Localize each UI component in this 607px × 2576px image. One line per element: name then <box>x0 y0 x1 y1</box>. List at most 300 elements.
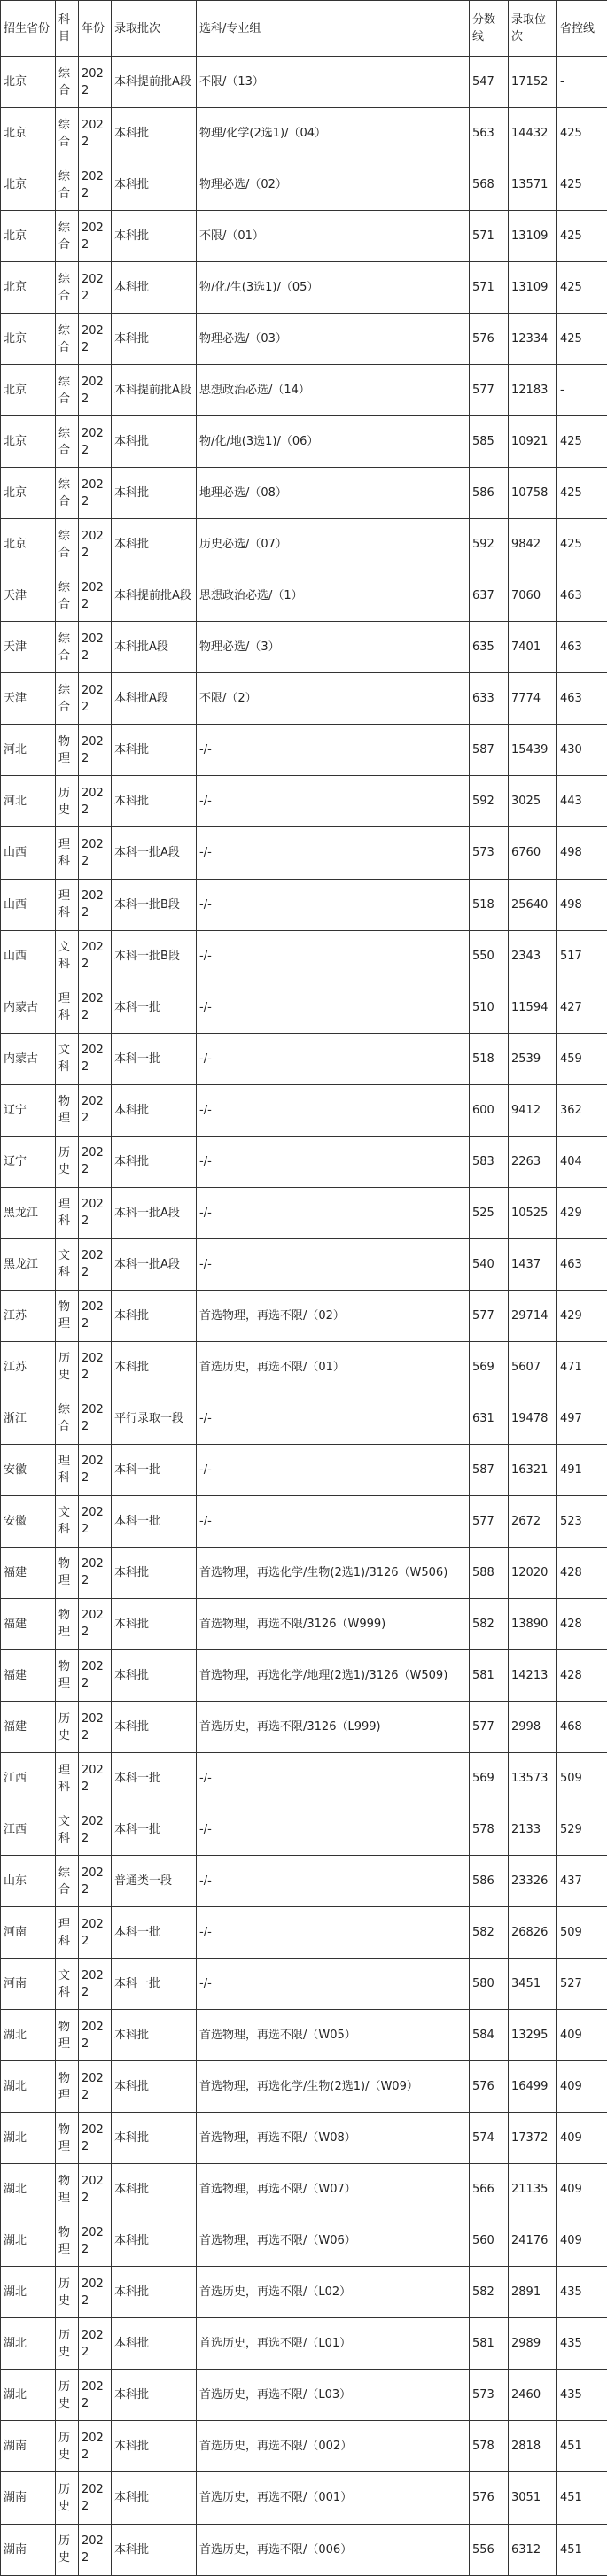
cell-subject: 物理 <box>56 1649 79 1701</box>
cell-score-line: 585 <box>470 416 509 468</box>
header-score-line: 分数线 <box>470 1 509 57</box>
cell-subject: 物理 <box>56 2061 79 2113</box>
cell-province: 福建 <box>1 1598 56 1649</box>
cell-rank: 2460 <box>509 2370 557 2421</box>
cell-batch: 本科批 <box>112 2010 197 2061</box>
table-row <box>1 314 607 365</box>
cell-control-line: - <box>557 365 607 416</box>
cell-province: 黑龙江 <box>1 1238 56 1290</box>
cell-subject-group: -/- <box>197 776 470 827</box>
cell-rank: 13571 <box>509 159 557 211</box>
cell-batch: 本科批 <box>112 2215 197 2267</box>
cell-year: 2022 <box>79 2524 112 2575</box>
cell-year: 2022 <box>79 365 112 416</box>
cell-rank: 17372 <box>509 2113 557 2164</box>
cell-control-line: 435 <box>557 2267 607 2318</box>
cell-rank: 10758 <box>509 468 557 519</box>
cell-rank: 2539 <box>509 1033 557 1084</box>
cell-rank: 2891 <box>509 2267 557 2318</box>
cell-subject: 物理 <box>56 1547 79 1598</box>
cell-province: 河北 <box>1 776 56 827</box>
header-province: 招生省份 <box>1 1 56 57</box>
cell-score-line: 587 <box>470 725 509 776</box>
cell-province: 湖北 <box>1 2267 56 2318</box>
cell-control-line: 404 <box>557 1136 607 1187</box>
cell-subject: 文科 <box>56 1238 79 1290</box>
cell-year: 2022 <box>79 827 112 879</box>
cell-year: 2022 <box>79 2370 112 2421</box>
cell-batch: 本科批 <box>112 2267 197 2318</box>
cell-batch: 本科批 <box>112 1290 197 1341</box>
cell-year: 2022 <box>79 2113 112 2164</box>
cell-subject-group: 物理必选/（3） <box>197 622 470 673</box>
cell-province: 安徽 <box>1 1444 56 1495</box>
cell-province: 江西 <box>1 1804 56 1856</box>
cell-subject: 综合 <box>56 365 79 416</box>
cell-rank: 14432 <box>509 108 557 159</box>
cell-score-line: 577 <box>470 1702 509 1753</box>
cell-control-line: 425 <box>557 159 607 211</box>
cell-year: 2022 <box>79 570 112 622</box>
cell-subject-group: 首选历史，再选不限/（01） <box>197 1341 470 1393</box>
cell-batch: 本科批 <box>112 1084 197 1136</box>
cell-score-line: 568 <box>470 159 509 211</box>
cell-batch: 本科批 <box>112 1136 197 1187</box>
cell-year: 2022 <box>79 776 112 827</box>
cell-province: 湖南 <box>1 2472 56 2524</box>
cell-subject: 综合 <box>56 468 79 519</box>
table-row <box>1 1238 607 1290</box>
cell-subject-group: -/- <box>197 1084 470 1136</box>
cell-rank: 9842 <box>509 519 557 570</box>
cell-year: 2022 <box>79 2318 112 2370</box>
cell-subject: 综合 <box>56 1393 79 1444</box>
cell-subject-group: 物理/化学(2选1)/（04） <box>197 108 470 159</box>
cell-control-line: 362 <box>557 1084 607 1136</box>
cell-subject: 理科 <box>56 982 79 1033</box>
cell-score-line: 600 <box>470 1084 509 1136</box>
cell-year: 2022 <box>79 1804 112 1856</box>
cell-province: 天津 <box>1 622 56 673</box>
cell-year: 2022 <box>79 159 112 211</box>
cell-province: 北京 <box>1 211 56 262</box>
cell-rank: 1437 <box>509 1238 557 1290</box>
header-subject-group: 选科/专业组 <box>197 1 470 57</box>
table-row <box>1 2524 607 2575</box>
cell-control-line: 409 <box>557 2010 607 2061</box>
cell-subject-group: 物理必选/（02） <box>197 159 470 211</box>
table-row <box>1 1033 607 1084</box>
cell-subject-group: -/- <box>197 1238 470 1290</box>
cell-year: 2022 <box>79 1702 112 1753</box>
cell-batch: 本科一批B段 <box>112 930 197 982</box>
cell-rank: 12334 <box>509 314 557 365</box>
cell-batch: 本科批 <box>112 725 197 776</box>
table-row <box>1 2267 607 2318</box>
cell-year: 2022 <box>79 1959 112 2010</box>
cell-rank: 17152 <box>509 57 557 108</box>
cell-control-line: 459 <box>557 1033 607 1084</box>
cell-score-line: 556 <box>470 2524 509 2575</box>
cell-score-line: 582 <box>470 1598 509 1649</box>
cell-batch: 本科批A段 <box>112 622 197 673</box>
cell-rank: 13109 <box>509 262 557 314</box>
cell-control-line: 523 <box>557 1495 607 1547</box>
cell-subject: 物理 <box>56 1084 79 1136</box>
cell-rank: 3025 <box>509 776 557 827</box>
cell-control-line: 517 <box>557 930 607 982</box>
cell-control-line: 443 <box>557 776 607 827</box>
cell-subject-group: 不限/（2） <box>197 673 470 725</box>
cell-batch: 本科一批 <box>112 1444 197 1495</box>
cell-rank: 2672 <box>509 1495 557 1547</box>
cell-subject-group: 首选物理，再选不限/（02） <box>197 1290 470 1341</box>
cell-control-line: 463 <box>557 673 607 725</box>
cell-score-line: 582 <box>470 2267 509 2318</box>
cell-batch: 本科一批 <box>112 1907 197 1959</box>
cell-batch: 本科一批A段 <box>112 1187 197 1238</box>
cell-score-line: 586 <box>470 468 509 519</box>
cell-rank: 15439 <box>509 725 557 776</box>
cell-year: 2022 <box>79 2267 112 2318</box>
cell-subject-group: 首选物理，再选不限/（W06） <box>197 2215 470 2267</box>
cell-year: 2022 <box>79 1649 112 1701</box>
cell-batch: 本科批 <box>112 2524 197 2575</box>
cell-control-line: 425 <box>557 262 607 314</box>
cell-subject: 理科 <box>56 1907 79 1959</box>
cell-rank: 5607 <box>509 1341 557 1393</box>
cell-control-line: 471 <box>557 1341 607 1393</box>
cell-batch: 本科批 <box>112 159 197 211</box>
cell-batch: 本科一批 <box>112 1959 197 2010</box>
cell-score-line: 592 <box>470 776 509 827</box>
cell-subject: 文科 <box>56 1495 79 1547</box>
table-row <box>1 211 607 262</box>
cell-year: 2022 <box>79 468 112 519</box>
cell-province: 北京 <box>1 314 56 365</box>
cell-control-line: 451 <box>557 2421 607 2472</box>
table-row <box>1 468 607 519</box>
cell-control-line: 409 <box>557 2215 607 2267</box>
cell-subject-group: 思想政治必选/（1） <box>197 570 470 622</box>
cell-control-line: 468 <box>557 1702 607 1753</box>
cell-score-line: 582 <box>470 1907 509 1959</box>
cell-province: 福建 <box>1 1649 56 1701</box>
cell-subject-group: 首选历史，再选不限/（001） <box>197 2472 470 2524</box>
cell-province: 浙江 <box>1 1393 56 1444</box>
table-row <box>1 982 607 1033</box>
cell-rank: 25640 <box>509 879 557 930</box>
cell-control-line: 509 <box>557 1753 607 1804</box>
cell-control-line: 527 <box>557 1959 607 2010</box>
cell-batch: 本科批 <box>112 2318 197 2370</box>
table-row <box>1 1804 607 1856</box>
cell-subject: 历史 <box>56 776 79 827</box>
table-row <box>1 827 607 879</box>
cell-score-line: 578 <box>470 2421 509 2472</box>
table-row <box>1 159 607 211</box>
table-row <box>1 776 607 827</box>
cell-rank: 16321 <box>509 1444 557 1495</box>
table-row <box>1 2164 607 2215</box>
cell-subject-group: -/- <box>197 1393 470 1444</box>
cell-control-line: 451 <box>557 2472 607 2524</box>
cell-year: 2022 <box>79 1907 112 1959</box>
cell-score-line: 576 <box>470 314 509 365</box>
cell-batch: 本科批 <box>112 262 197 314</box>
table-row <box>1 2010 607 2061</box>
cell-rank: 16499 <box>509 2061 557 2113</box>
cell-year: 2022 <box>79 930 112 982</box>
header-row <box>1 1 607 57</box>
cell-subject-group: -/- <box>197 930 470 982</box>
cell-rank: 12020 <box>509 1547 557 1598</box>
cell-control-line: 429 <box>557 1187 607 1238</box>
cell-control-line: 409 <box>557 2113 607 2164</box>
table-row <box>1 930 607 982</box>
cell-control-line: 463 <box>557 1238 607 1290</box>
cell-subject: 综合 <box>56 519 79 570</box>
cell-province: 湖北 <box>1 2010 56 2061</box>
cell-subject-group: 首选物理，再选不限/（W07） <box>197 2164 470 2215</box>
cell-province: 辽宁 <box>1 1136 56 1187</box>
cell-score-line: 571 <box>470 211 509 262</box>
cell-rank: 9412 <box>509 1084 557 1136</box>
table-row <box>1 673 607 725</box>
cell-year: 2022 <box>79 1495 112 1547</box>
cell-province: 北京 <box>1 108 56 159</box>
table-row <box>1 1753 607 1804</box>
cell-province: 江苏 <box>1 1341 56 1393</box>
cell-rank: 13295 <box>509 2010 557 2061</box>
cell-control-line: 425 <box>557 211 607 262</box>
cell-subject-group: 思想政治必选/（14） <box>197 365 470 416</box>
cell-batch: 本科批 <box>112 1649 197 1701</box>
cell-subject: 综合 <box>56 314 79 365</box>
cell-score-line: 635 <box>470 622 509 673</box>
cell-subject-group: -/- <box>197 982 470 1033</box>
cell-subject-group: -/- <box>197 1753 470 1804</box>
cell-control-line: - <box>557 57 607 108</box>
header-subject: 科目 <box>56 1 79 57</box>
cell-batch: 平行录取一段 <box>112 1393 197 1444</box>
cell-province: 北京 <box>1 519 56 570</box>
cell-batch: 本科批 <box>112 314 197 365</box>
cell-subject: 综合 <box>56 57 79 108</box>
cell-rank: 13109 <box>509 211 557 262</box>
cell-rank: 24176 <box>509 2215 557 2267</box>
cell-score-line: 581 <box>470 2318 509 2370</box>
cell-year: 2022 <box>79 1341 112 1393</box>
cell-batch: 本科批 <box>112 416 197 468</box>
header-year: 年份 <box>79 1 112 57</box>
cell-subject: 综合 <box>56 1856 79 1907</box>
cell-subject-group: 地理必选/（08） <box>197 468 470 519</box>
table-body <box>1 57 607 2576</box>
cell-year: 2022 <box>79 416 112 468</box>
cell-batch: 本科一批A段 <box>112 1238 197 1290</box>
table-header <box>1 1 607 57</box>
cell-subject-group: -/- <box>197 1804 470 1856</box>
cell-control-line: 435 <box>557 2318 607 2370</box>
cell-province: 天津 <box>1 673 56 725</box>
cell-province: 湖北 <box>1 2370 56 2421</box>
cell-batch: 本科提前批A段 <box>112 57 197 108</box>
cell-subject-group: -/- <box>197 1856 470 1907</box>
table-row <box>1 1649 607 1701</box>
cell-batch: 本科一批 <box>112 1753 197 1804</box>
cell-year: 2022 <box>79 2164 112 2215</box>
cell-score-line: 588 <box>470 1547 509 1598</box>
cell-control-line: 463 <box>557 570 607 622</box>
cell-batch: 普通类一段 <box>112 1856 197 1907</box>
cell-subject: 物理 <box>56 1290 79 1341</box>
cell-subject: 综合 <box>56 622 79 673</box>
cell-subject: 文科 <box>56 1804 79 1856</box>
cell-province: 北京 <box>1 262 56 314</box>
cell-subject-group: 首选历史，再选不限/（L02） <box>197 2267 470 2318</box>
cell-province: 山西 <box>1 827 56 879</box>
cell-batch: 本科一批B段 <box>112 879 197 930</box>
cell-year: 2022 <box>79 982 112 1033</box>
cell-control-line: 427 <box>557 982 607 1033</box>
cell-subject: 历史 <box>56 2370 79 2421</box>
cell-rank: 13573 <box>509 1753 557 1804</box>
cell-score-line: 569 <box>470 1341 509 1393</box>
cell-rank: 7060 <box>509 570 557 622</box>
cell-subject: 物理 <box>56 2113 79 2164</box>
cell-province: 湖北 <box>1 2318 56 2370</box>
cell-subject: 物理 <box>56 2215 79 2267</box>
cell-score-line: 586 <box>470 1856 509 1907</box>
cell-subject: 历史 <box>56 2472 79 2524</box>
cell-year: 2022 <box>79 1033 112 1084</box>
cell-year: 2022 <box>79 622 112 673</box>
cell-province: 湖北 <box>1 2215 56 2267</box>
cell-rank: 2133 <box>509 1804 557 1856</box>
cell-rank: 13890 <box>509 1598 557 1649</box>
cell-batch: 本科批 <box>112 2472 197 2524</box>
cell-subject: 理科 <box>56 1444 79 1495</box>
cell-control-line: 425 <box>557 314 607 365</box>
cell-subject: 历史 <box>56 2421 79 2472</box>
table-row <box>1 1444 607 1495</box>
cell-year: 2022 <box>79 211 112 262</box>
cell-batch: 本科批 <box>112 108 197 159</box>
cell-year: 2022 <box>79 879 112 930</box>
cell-subject-group: 首选历史，再选不限/（L03） <box>197 2370 470 2421</box>
cell-province: 福建 <box>1 1702 56 1753</box>
table-row <box>1 1598 607 1649</box>
cell-subject-group: 首选物理，再选不限/3126（W999) <box>197 1598 470 1649</box>
cell-rank: 7774 <box>509 673 557 725</box>
cell-batch: 本科提前批A段 <box>112 365 197 416</box>
cell-score-line: 563 <box>470 108 509 159</box>
cell-control-line: 428 <box>557 1649 607 1701</box>
cell-year: 2022 <box>79 262 112 314</box>
cell-score-line: 547 <box>470 57 509 108</box>
cell-year: 2022 <box>79 725 112 776</box>
cell-subject-group: 物理必选/（03） <box>197 314 470 365</box>
cell-subject: 历史 <box>56 1136 79 1187</box>
cell-year: 2022 <box>79 2472 112 2524</box>
cell-subject: 综合 <box>56 159 79 211</box>
table-row <box>1 57 607 108</box>
cell-province: 福建 <box>1 1547 56 1598</box>
cell-rank: 21135 <box>509 2164 557 2215</box>
cell-subject: 理科 <box>56 827 79 879</box>
cell-subject-group: 不限/（13） <box>197 57 470 108</box>
cell-subject: 历史 <box>56 2318 79 2370</box>
cell-subject-group: 首选物理，再选化学/地理(2选1)/3126（W509) <box>197 1649 470 1701</box>
cell-control-line: 409 <box>557 2061 607 2113</box>
cell-province: 河南 <box>1 1907 56 1959</box>
table-row <box>1 2370 607 2421</box>
cell-score-line: 540 <box>470 1238 509 1290</box>
cell-subject: 物理 <box>56 2164 79 2215</box>
cell-batch: 本科一批A段 <box>112 827 197 879</box>
cell-province: 江苏 <box>1 1290 56 1341</box>
cell-subject-group: 物/化/地(3选1)/（06） <box>197 416 470 468</box>
cell-year: 2022 <box>79 1084 112 1136</box>
cell-score-line: 518 <box>470 879 509 930</box>
cell-subject: 综合 <box>56 262 79 314</box>
table-row <box>1 2472 607 2524</box>
cell-subject: 理科 <box>56 1187 79 1238</box>
cell-rank: 2263 <box>509 1136 557 1187</box>
cell-year: 2022 <box>79 57 112 108</box>
cell-subject-group: -/- <box>197 879 470 930</box>
cell-province: 湖北 <box>1 2164 56 2215</box>
cell-province: 北京 <box>1 468 56 519</box>
cell-control-line: 463 <box>557 622 607 673</box>
cell-subject-group: 首选历史，再选不限/（002） <box>197 2421 470 2472</box>
cell-province: 内蒙古 <box>1 1033 56 1084</box>
cell-subject: 综合 <box>56 570 79 622</box>
cell-year: 2022 <box>79 1856 112 1907</box>
cell-rank: 6760 <box>509 827 557 879</box>
cell-control-line: 425 <box>557 108 607 159</box>
cell-control-line: 435 <box>557 2370 607 2421</box>
cell-subject-group: -/- <box>197 827 470 879</box>
cell-score-line: 518 <box>470 1033 509 1084</box>
cell-subject-group: 首选历史，再选不限/（L01） <box>197 2318 470 2370</box>
cell-rank: 7401 <box>509 622 557 673</box>
table-row <box>1 725 607 776</box>
cell-score-line: 560 <box>470 2215 509 2267</box>
table-row <box>1 365 607 416</box>
cell-score-line: 566 <box>470 2164 509 2215</box>
cell-subject-group: 首选物理，再选化学/生物(2选1)/3126（W506) <box>197 1547 470 1598</box>
cell-score-line: 525 <box>470 1187 509 1238</box>
cell-score-line: 577 <box>470 1290 509 1341</box>
cell-subject: 理科 <box>56 1753 79 1804</box>
cell-batch: 本科批 <box>112 2164 197 2215</box>
cell-score-line: 574 <box>470 2113 509 2164</box>
cell-province: 黑龙江 <box>1 1187 56 1238</box>
cell-subject: 物理 <box>56 725 79 776</box>
cell-province: 河南 <box>1 1959 56 2010</box>
cell-rank: 3051 <box>509 2472 557 2524</box>
cell-rank: 19478 <box>509 1393 557 1444</box>
cell-year: 2022 <box>79 673 112 725</box>
cell-batch: 本科批 <box>112 776 197 827</box>
cell-province: 辽宁 <box>1 1084 56 1136</box>
cell-year: 2022 <box>79 1136 112 1187</box>
cell-subject-group: -/- <box>197 1033 470 1084</box>
header-batch: 录取批次 <box>112 1 197 57</box>
cell-subject: 文科 <box>56 1959 79 2010</box>
